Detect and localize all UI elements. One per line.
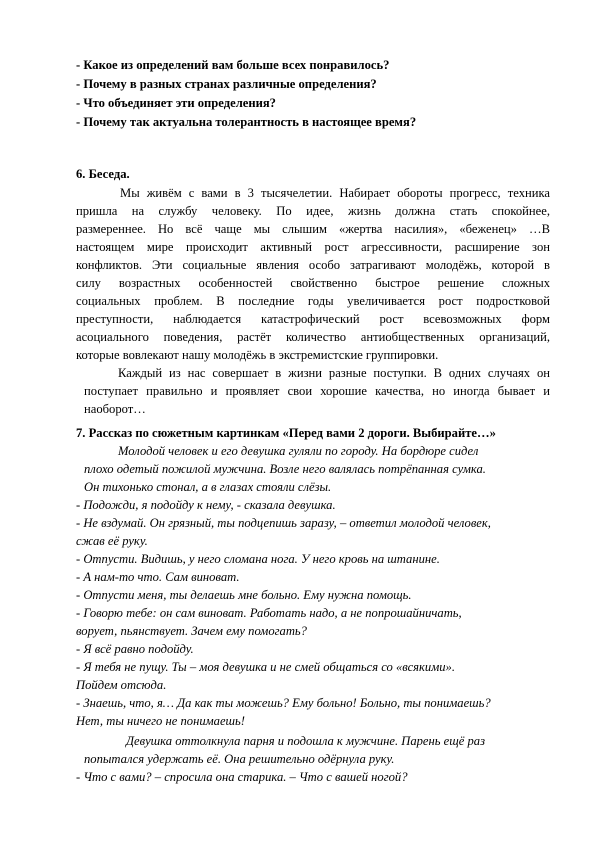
dialogue-line: - Не вздумай. Он грязный, ты подцепишь заразу, – ответил молодой человек,: [76, 516, 491, 530]
dialogue-line: сжав её руку.: [76, 534, 148, 548]
story-line: Молодой человек и его девушка гуляли по городу. На бордюре сидел: [118, 444, 479, 458]
story-line: Девушка оттолкнула парня и подошла к мужчине. Парень ещё раз: [126, 734, 485, 748]
dialogue-line: - Знаешь, что, я… Да как ты можешь? Ему больно! Больно, ты понимаешь?: [76, 696, 491, 710]
dialogue-line: Нет, ты ничего не понимаешь!: [76, 714, 245, 728]
paragraph-line: асоциального поведения, растёт количество антиобщественных организаций,: [76, 330, 550, 344]
dialogue-line: - А нам-то что. Сам виноват.: [76, 570, 240, 584]
dialogue-line: Пойдем отсюда.: [76, 678, 167, 692]
paragraph-line: которые вовлекают нашу молодёжь в экстремистские группировки.: [76, 348, 439, 362]
question-3: - Что объединяет эти определения?: [76, 96, 276, 110]
story-line: попытался удержать её. Она решительно одёрнула руку.: [84, 752, 395, 766]
dialogue-line: ворует, пьянствует. Зачем ему помогать?: [76, 624, 307, 638]
paragraph-line: Каждый из нас совершает в жизни разные поступки. В одних случаях он: [118, 366, 550, 380]
paragraph-line: настоящем мире происходит активный рост агрессивности, расширение зон: [76, 240, 550, 254]
dialogue-line: - Что с вами? – спросила она старика. – Что с вашей ногой?: [76, 770, 408, 784]
question-4: - Почему так актуальна толерантность в настоящее время?: [76, 115, 417, 129]
dialogue-line: - Говорю тебе: он сам виноват. Работать надо, а не попрошайничать,: [76, 606, 462, 620]
dialogue-line: - Отпусти меня, ты делаешь мне больно. Ему нужна помощь.: [76, 588, 412, 602]
paragraph-line: силу возрастных особенностей свойственно быстрое решение сложных: [76, 276, 550, 290]
paragraph-line: конфликтов. Эти социальные явления особо затрагивают молодёжь, которой в: [76, 258, 550, 272]
paragraph-line: размереннее. Но всё чаще мы слышим «жертва насилия», «беженец» …В: [76, 222, 550, 236]
paragraph-line: наоборот…: [84, 402, 146, 416]
dialogue-line: - Отпусти. Видишь, у него сломана нога. У него кровь на штанине.: [76, 552, 440, 566]
section-6-heading: 6. Беседа.: [76, 167, 130, 181]
paragraph-line: поступает правильно и проявляет свои хорошие качества, но иногда бывает и: [84, 384, 550, 398]
dialogue-line: - Я тебя не пущу. Ты – моя девушка и не смей общаться со «всякими».: [76, 660, 455, 674]
section-7-heading: 7. Рассказ по сюжетным картинкам «Перед вами 2 дороги. Выбирайте…»: [76, 426, 496, 440]
paragraph-line: Мы живём с вами в 3 тысячелетии. Набирает обороты прогресс, техника: [120, 186, 550, 200]
dialogue-line: - Подожди, я подойду к нему, - сказала девушка.: [76, 498, 336, 512]
story-line: плохо одетый пожилой мужчина. Возле него валялась потрёпанная сумка.: [84, 462, 486, 476]
dialogue-line: - Я всё равно подойду.: [76, 642, 194, 656]
paragraph-line: социальных проблем. В последние годы увеличивается рост подростковой: [76, 294, 550, 308]
paragraph-line: пришла на службу человеку. По идее, жизнь должна стать спокойнее,: [76, 204, 550, 218]
question-1: - Какое из определений вам больше всех понравилось?: [76, 58, 390, 72]
story-line: Он тихонько стонал, а в глазах стояли слёзы.: [84, 480, 332, 494]
question-2: - Почему в разных странах различные определения?: [76, 77, 377, 91]
paragraph-line: преступности, наблюдается катастрофический рост всевозможных форм: [76, 312, 550, 326]
